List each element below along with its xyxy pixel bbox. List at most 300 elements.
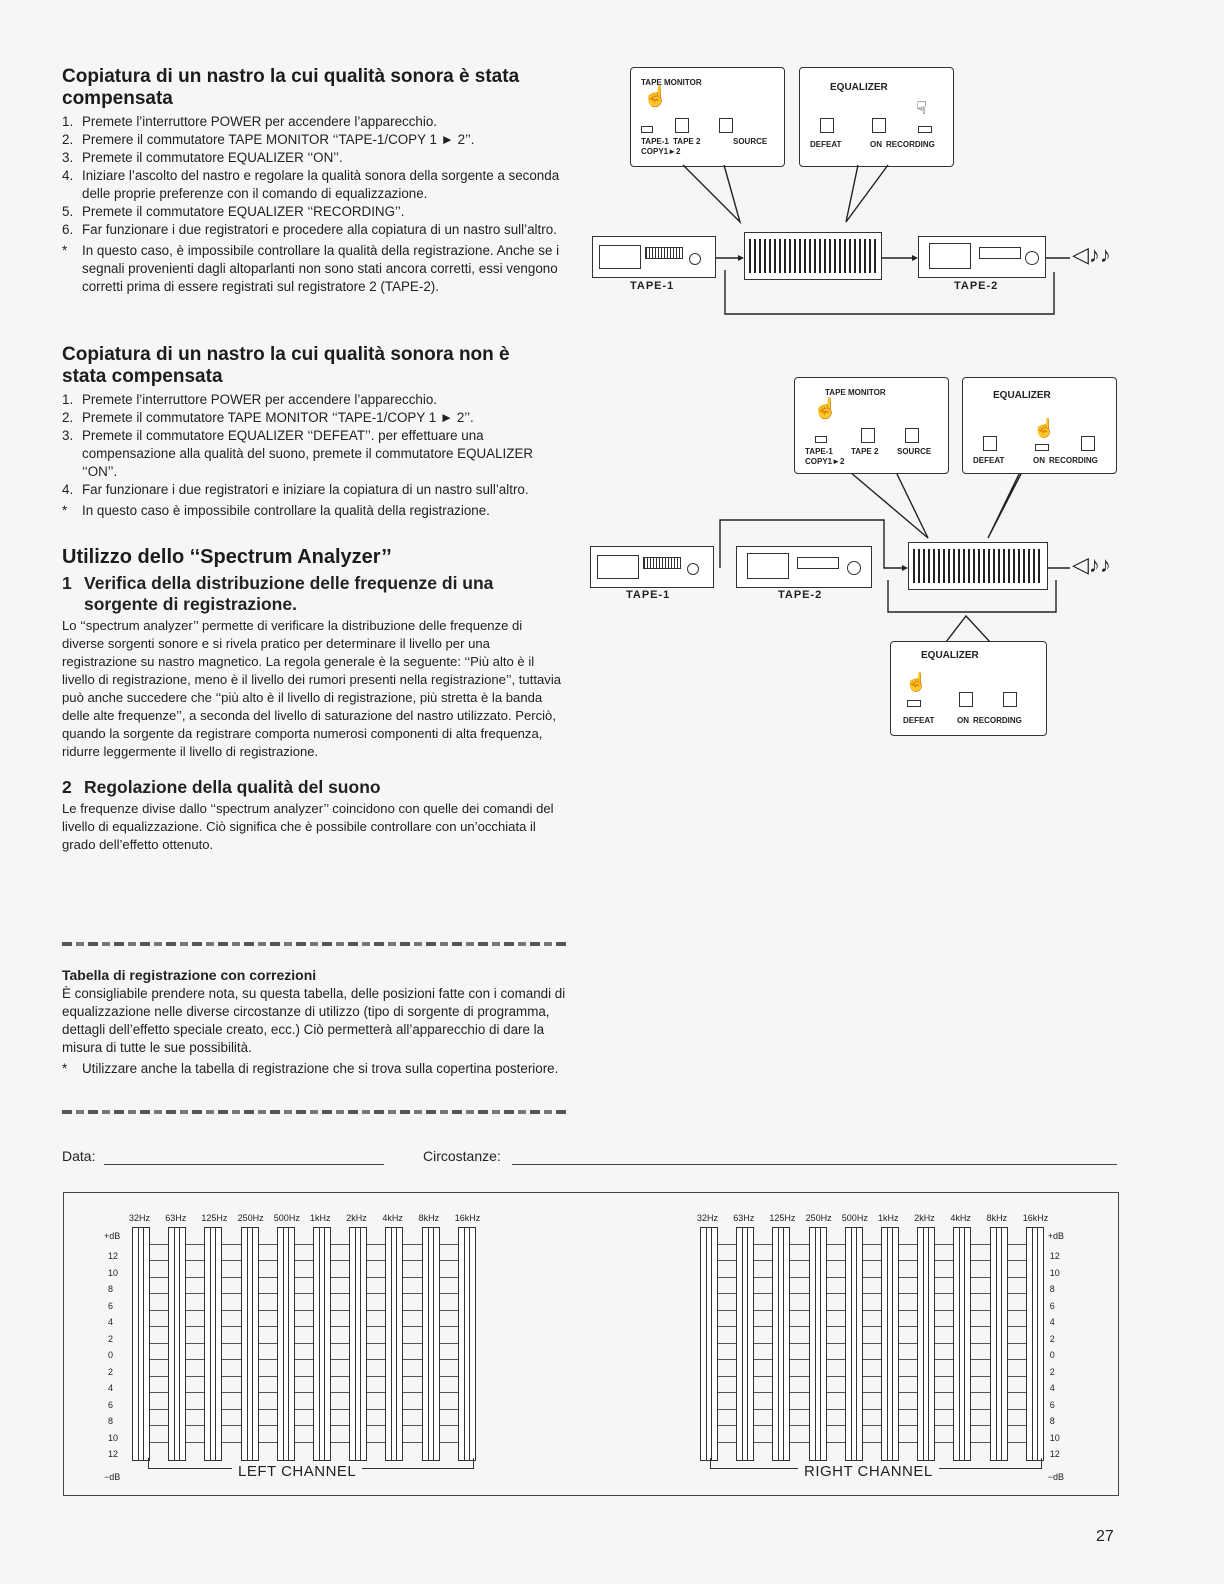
grid-line xyxy=(295,1343,313,1344)
grid-line xyxy=(790,1359,808,1360)
button-on[interactable] xyxy=(1035,444,1049,451)
grid-line xyxy=(186,1277,204,1278)
grid-line xyxy=(754,1359,772,1360)
db-scale-label: 0 xyxy=(1049,1350,1055,1360)
eq-slider-slot[interactable] xyxy=(422,1227,440,1461)
grid-line xyxy=(440,1277,458,1278)
subsection-title: 1 Verifica della distribuzione delle frequenze di una sorgente di registrazione. xyxy=(62,573,494,614)
list-item: 4. Far funzionare i due registratori e iniziare la copiatura di un nastro sull’altro. xyxy=(62,482,529,497)
db-scale-label: 8 xyxy=(108,1284,114,1294)
grid-line xyxy=(863,1326,881,1327)
grid-line xyxy=(863,1392,881,1393)
grid-line xyxy=(259,1425,277,1426)
grid-line xyxy=(827,1326,845,1327)
grid-line xyxy=(899,1310,917,1311)
grid-line xyxy=(222,1376,240,1377)
grid-line xyxy=(222,1409,240,1410)
eq-slider-slot[interactable] xyxy=(990,1227,1008,1461)
grid-line xyxy=(403,1293,421,1294)
grid-line xyxy=(440,1376,458,1377)
db-scale-label: 8 xyxy=(1049,1284,1055,1294)
db-scale-label: 10 xyxy=(1049,1267,1060,1278)
grid-line xyxy=(863,1343,881,1344)
grid-line xyxy=(935,1260,953,1261)
grid-line xyxy=(222,1277,240,1278)
grid-line xyxy=(367,1244,385,1245)
grid-line xyxy=(403,1425,421,1426)
db-scale-label: 4 xyxy=(1049,1383,1055,1393)
eq-slider-slot[interactable] xyxy=(917,1227,935,1461)
db-scale-label: 2 xyxy=(1049,1333,1055,1344)
grid-line xyxy=(827,1277,845,1278)
db-scale-label: 10 xyxy=(1049,1432,1060,1443)
db-scale-label: 2 xyxy=(108,1366,114,1377)
paragraph: È consigliabile prendere nota, su questa tabella, delle posizioni fatte con i comandi di equalizzazione nelle diverse circostanze di utilizzo (tipo di sorgente di programma, dettagli dell’effetto speciale creato, ecc.) Ciò permetterà all’apparecchio di dare la misura di tutte le sue possibilità. xyxy=(62,986,566,1055)
db-scale-label: 8 xyxy=(1049,1416,1055,1426)
frequency-label: 500Hz xyxy=(273,1213,300,1223)
grid-line xyxy=(403,1359,421,1360)
grid-line xyxy=(403,1376,421,1377)
grid-line xyxy=(1008,1392,1026,1393)
grid-line xyxy=(403,1343,421,1344)
eq-slider-slot[interactable] xyxy=(736,1227,754,1461)
eq-slider-slot[interactable] xyxy=(458,1227,476,1461)
grid-line xyxy=(222,1425,240,1426)
right-channel-label: RIGHT CHANNEL xyxy=(798,1463,939,1480)
grid-line xyxy=(827,1376,845,1377)
grid-line xyxy=(186,1244,204,1245)
grid-line xyxy=(718,1442,736,1443)
grid-line xyxy=(331,1310,349,1311)
grid-line xyxy=(718,1392,736,1393)
eq-slider-slot[interactable] xyxy=(168,1227,186,1461)
paragraph: Le frequenze divise dallo ‘‘spectrum analyzer’’ coincidono con quelle dei comandi del livello di equalizzazione. Ciò significa che è possibile controllare con un’occhiata il grado dell’effetto ottenuto. xyxy=(62,801,554,852)
speaker-icon: ◁♪♪ xyxy=(1072,552,1111,577)
grid-line xyxy=(899,1409,917,1410)
grid-line xyxy=(295,1326,313,1327)
panel-title: TAPE MONITOR xyxy=(825,388,886,397)
equalizer-unit xyxy=(744,232,882,280)
grid-line xyxy=(367,1392,385,1393)
eq-slider-slot[interactable] xyxy=(700,1227,718,1461)
grid-line xyxy=(403,1326,421,1327)
left-channel-label: LEFT CHANNEL xyxy=(232,1463,362,1480)
grid-line xyxy=(754,1376,772,1377)
grid-line xyxy=(186,1409,204,1410)
eq-slider-slot[interactable] xyxy=(772,1227,790,1461)
grid-line xyxy=(259,1277,277,1278)
db-scale-label: 6 xyxy=(1049,1399,1055,1410)
grid-line xyxy=(440,1409,458,1410)
grid-line xyxy=(827,1442,845,1443)
grid-line xyxy=(935,1244,953,1245)
grid-line xyxy=(222,1359,240,1360)
grid-line xyxy=(718,1376,736,1377)
grid-line xyxy=(971,1425,989,1426)
db-scale-label: 10 xyxy=(108,1267,119,1278)
grid-line xyxy=(440,1244,458,1245)
grid-line xyxy=(331,1326,349,1327)
grid-line xyxy=(754,1244,772,1245)
frequency-label: 16kHz xyxy=(1022,1213,1049,1223)
tape1-deck xyxy=(590,546,714,588)
grid-line xyxy=(1008,1442,1026,1443)
grid-line xyxy=(899,1425,917,1426)
grid-line xyxy=(440,1392,458,1393)
grid-line xyxy=(863,1293,881,1294)
grid-line xyxy=(150,1244,168,1245)
grid-line xyxy=(971,1442,989,1443)
grid-line xyxy=(150,1376,168,1377)
grid-line xyxy=(790,1310,808,1311)
grid-line xyxy=(754,1392,772,1393)
grid-line xyxy=(827,1244,845,1245)
list-item: 3. Premete il commutatore EQUALIZER ‘‘DEFEAT’’. per effettuare una compensazione alla qualità del suono, premete il commutatore EQUALIZER ‘‘ON’’. xyxy=(62,428,534,479)
grid-line xyxy=(259,1409,277,1410)
grid-line xyxy=(935,1359,953,1360)
grid-line xyxy=(222,1310,240,1311)
grid-line xyxy=(718,1244,736,1245)
frequency-label: 8kHz xyxy=(418,1213,440,1223)
grid-line xyxy=(259,1244,277,1245)
list-item: 2. Premete il commutatore TAPE MONITOR ‘‘TAPE-1/COPY 1 ► 2’’. xyxy=(62,410,474,425)
grid-line xyxy=(367,1442,385,1443)
grid-line xyxy=(367,1343,385,1344)
grid-line xyxy=(222,1326,240,1327)
hand-pointer-icon: ☝ xyxy=(643,86,668,108)
grid-line xyxy=(899,1392,917,1393)
grid-line xyxy=(827,1260,845,1261)
grid-line xyxy=(403,1409,421,1410)
panel-title: EQUALIZER xyxy=(993,390,1051,401)
frequency-label: 500Hz xyxy=(841,1213,868,1223)
grid-line xyxy=(971,1326,989,1327)
speaker-icon: ◁♪♪ xyxy=(1072,242,1111,267)
grid-line xyxy=(331,1442,349,1443)
frequency-label: 250Hz xyxy=(805,1213,832,1223)
button-source[interactable] xyxy=(905,428,919,443)
grid-line xyxy=(222,1442,240,1443)
paragraph: Lo ‘‘spectrum analyzer’’ permette di verificare la distribuzione delle frequenze di diverse sorgenti sonore e si rivela pratico per determinare il livello per una registrazione su nastro magnetico. La regola generale è la seguente: ‘‘Più alto è il livello di registrazione, meno è il livello dei rumori presenti nella registrazione’’, tuttavia può anche succedere che ‘‘più alto è il livello di registrazione, più stretta è la banda delle alte frequenze’’, a seconda del livello di saturazione del nastro utilizzato. Perciò, quando la sorgente da registrare comporta numerosi componenti di alta frequenza, ridurre leggermente il livello di registrazione. xyxy=(62,618,562,759)
eq-slider-slot[interactable] xyxy=(241,1227,259,1461)
tape1-label: TAPE-1 xyxy=(626,589,671,601)
grid-line xyxy=(971,1244,989,1245)
panel-title: EQUALIZER xyxy=(830,82,888,93)
subsection-title: 2 Regolazione della qualità del suono xyxy=(62,777,381,797)
grid-line xyxy=(403,1442,421,1443)
tape-monitor-switch-panel: TAPE MONITOR ☝ TAPE-1 COPY1►2 TAPE 2 SOURCE xyxy=(630,67,785,167)
eq-slider-slot[interactable] xyxy=(277,1227,295,1461)
grid-line xyxy=(971,1376,989,1377)
grid-line xyxy=(367,1326,385,1327)
grid-line xyxy=(259,1343,277,1344)
frequency-label: 32Hz xyxy=(697,1213,719,1223)
hand-pointer-icon: ☝ xyxy=(905,672,928,692)
grid-line xyxy=(1008,1326,1026,1327)
grid-line xyxy=(367,1260,385,1261)
grid-line xyxy=(790,1392,808,1393)
hand-pointer-icon: ☝ xyxy=(813,398,838,420)
button-defeat[interactable] xyxy=(907,700,921,707)
list-item: 1. Premete l’interruttore POWER per accendere l’apparecchio. xyxy=(62,114,438,129)
grid-line xyxy=(718,1425,736,1426)
grid-line xyxy=(863,1244,881,1245)
db-top-label: +dB xyxy=(1047,1231,1065,1241)
grid-line xyxy=(222,1244,240,1245)
db-bottom-label: −dB xyxy=(1047,1472,1065,1482)
grid-line xyxy=(935,1326,953,1327)
db-scale-label: 10 xyxy=(108,1432,119,1443)
db-scale-label: 12 xyxy=(108,1251,119,1261)
grid-line xyxy=(935,1409,953,1410)
grid-line xyxy=(754,1326,772,1327)
db-scale-label: 2 xyxy=(108,1333,114,1344)
list-item: 4. Iniziare l’ascolto del nastro e regolare la qualità sonora della sorgente a seconda delle proprie preferenze con il comando di equalizzazione. xyxy=(62,168,560,201)
list-item: 3. Premete il commutatore EQUALIZER ‘‘ON’’. xyxy=(62,150,343,165)
grid-line xyxy=(150,1425,168,1426)
hand-pointer-icon: ☝ xyxy=(1033,418,1056,438)
grid-line xyxy=(754,1343,772,1344)
tape2-label: TAPE-2 xyxy=(954,280,999,292)
eq-slider-slot[interactable] xyxy=(809,1227,827,1461)
grid-line xyxy=(186,1343,204,1344)
grid-line xyxy=(331,1343,349,1344)
grid-line xyxy=(259,1442,277,1443)
eq-slider-slot[interactable] xyxy=(953,1227,971,1461)
section-title: Copiatura di un nastro la cui qualità sonora non è stata compensata xyxy=(62,344,510,387)
grid-line xyxy=(222,1392,240,1393)
grid-line xyxy=(150,1293,168,1294)
grid-line xyxy=(790,1277,808,1278)
grid-line xyxy=(899,1442,917,1443)
grid-line xyxy=(186,1392,204,1393)
frequency-label: 4kHz xyxy=(950,1213,971,1223)
grid-line xyxy=(718,1409,736,1410)
frequency-label: 1kHz xyxy=(310,1213,331,1223)
grid-line xyxy=(790,1376,808,1377)
page-number: 27 xyxy=(1096,1528,1114,1545)
frequency-label: 16kHz xyxy=(454,1213,481,1223)
date-label: Data: xyxy=(62,1148,96,1164)
db-scale-label: 0 xyxy=(108,1350,114,1360)
grid-line xyxy=(899,1343,917,1344)
grid-line xyxy=(718,1277,736,1278)
grid-line xyxy=(367,1359,385,1360)
grid-line xyxy=(440,1425,458,1426)
panel-title: TAPE MONITOR xyxy=(641,78,702,87)
grid-line xyxy=(863,1442,881,1443)
list-item: 6. Far funzionare i due registratori e procedere alla copiatura di un nastro sull’altro. xyxy=(62,222,557,237)
grid-line xyxy=(863,1310,881,1311)
grid-line xyxy=(259,1376,277,1377)
grid-line xyxy=(295,1392,313,1393)
grid-line xyxy=(754,1425,772,1426)
grid-line xyxy=(440,1442,458,1443)
grid-line xyxy=(935,1442,953,1443)
frequency-label: 250Hz xyxy=(237,1213,264,1223)
db-scale-label: 6 xyxy=(108,1300,114,1311)
grid-line xyxy=(150,1343,168,1344)
grid-line xyxy=(331,1376,349,1377)
frequency-label: 1kHz xyxy=(878,1213,899,1223)
tape2-deck xyxy=(736,546,872,588)
eq-slider-slot[interactable] xyxy=(1026,1227,1044,1461)
grid-line xyxy=(403,1260,421,1261)
grid-line xyxy=(1008,1376,1026,1377)
note-item: * Utilizzare anche la tabella di registrazione che si trova sulla copertina posteriore. xyxy=(62,1061,559,1076)
grid-line xyxy=(259,1310,277,1311)
eq-slider-slot[interactable] xyxy=(132,1227,150,1461)
button-recording[interactable] xyxy=(1003,692,1017,707)
grid-line xyxy=(827,1343,845,1344)
grid-line xyxy=(440,1260,458,1261)
grid-line xyxy=(403,1310,421,1311)
frequency-label: 32Hz xyxy=(129,1213,151,1223)
grid-line xyxy=(718,1326,736,1327)
grid-line xyxy=(367,1293,385,1294)
eq-slider-slot[interactable] xyxy=(845,1227,863,1461)
grid-line xyxy=(150,1442,168,1443)
grid-line xyxy=(440,1310,458,1311)
grid-line xyxy=(331,1425,349,1426)
grid-line xyxy=(331,1244,349,1245)
grid-line xyxy=(718,1260,736,1261)
grid-line xyxy=(971,1392,989,1393)
eq-slider-slot[interactable] xyxy=(881,1227,899,1461)
button-on[interactable] xyxy=(959,692,973,707)
grid-line xyxy=(403,1392,421,1393)
list-item: 5. Premete il commutatore EQUALIZER ‘‘RECORDING’’. xyxy=(62,204,405,219)
grid-line xyxy=(863,1359,881,1360)
button-defeat[interactable] xyxy=(983,436,997,451)
grid-line xyxy=(863,1425,881,1426)
circumstances-label: Circostanze: xyxy=(423,1148,501,1164)
button-tape1[interactable] xyxy=(815,436,827,443)
grid-line xyxy=(186,1376,204,1377)
tape1-deck xyxy=(592,236,716,278)
grid-line xyxy=(295,1409,313,1410)
grid-line xyxy=(150,1260,168,1261)
grid-line xyxy=(331,1359,349,1360)
tape2-label: TAPE-2 xyxy=(778,589,823,601)
frequency-label: 4kHz xyxy=(382,1213,403,1223)
grid-line xyxy=(790,1244,808,1245)
grid-line xyxy=(259,1293,277,1294)
grid-line xyxy=(827,1425,845,1426)
eq-slider-slot[interactable] xyxy=(204,1227,222,1461)
grid-line xyxy=(899,1376,917,1377)
grid-line xyxy=(150,1277,168,1278)
button-recording[interactable] xyxy=(1081,436,1095,451)
grid-line xyxy=(790,1260,808,1261)
grid-line xyxy=(1008,1293,1026,1294)
eq-slider-slot[interactable] xyxy=(385,1227,403,1461)
grid-line xyxy=(899,1359,917,1360)
grid-line xyxy=(718,1310,736,1311)
grid-line xyxy=(827,1392,845,1393)
grid-line xyxy=(827,1293,845,1294)
grid-line xyxy=(1008,1425,1026,1426)
grid-line xyxy=(754,1409,772,1410)
grid-line xyxy=(440,1343,458,1344)
grid-line xyxy=(863,1409,881,1410)
list-item: 1. Premete l’interruttore POWER per accendere l’apparecchio. xyxy=(62,392,438,407)
tape-monitor-switch-panel: TAPE MONITOR ☝ TAPE-1 COPY1►2 TAPE 2 SOURCE xyxy=(794,377,949,474)
panel-title: EQUALIZER xyxy=(921,650,979,661)
eq-recording-chart xyxy=(63,1192,1119,1496)
tape2-deck xyxy=(918,236,1046,278)
db-bottom-label: −dB xyxy=(104,1472,121,1482)
db-scale-label: 4 xyxy=(1049,1317,1055,1327)
grid-line xyxy=(222,1343,240,1344)
note-item: * In questo caso è impossibile controllare la qualità della registrazione. xyxy=(62,503,490,518)
grid-line xyxy=(295,1244,313,1245)
grid-line xyxy=(827,1359,845,1360)
grid-line xyxy=(440,1293,458,1294)
grid-line xyxy=(971,1293,989,1294)
grid-line xyxy=(971,1277,989,1278)
grid-line xyxy=(150,1359,168,1360)
grid-line xyxy=(186,1359,204,1360)
grid-line xyxy=(150,1409,168,1410)
frequency-label: 2kHz xyxy=(914,1213,935,1223)
grid-line xyxy=(754,1310,772,1311)
grid-line xyxy=(899,1260,917,1261)
grid-line xyxy=(331,1409,349,1410)
eq-slider-slot[interactable] xyxy=(313,1227,331,1461)
grid-line xyxy=(367,1310,385,1311)
grid-line xyxy=(150,1326,168,1327)
grid-line xyxy=(863,1376,881,1377)
eq-slider-slot[interactable] xyxy=(349,1227,367,1461)
equalizer-unit xyxy=(908,542,1048,590)
hand-pointer-icon: ☟ xyxy=(916,98,927,118)
section-title: Copiatura di un nastro la cui qualità sonora è stata compensata xyxy=(62,66,520,109)
frequency-label: 125Hz xyxy=(201,1213,228,1223)
grid-line xyxy=(899,1244,917,1245)
grid-line xyxy=(331,1293,349,1294)
grid-line xyxy=(1008,1277,1026,1278)
grid-line xyxy=(718,1343,736,1344)
grid-line xyxy=(754,1442,772,1443)
grid-line xyxy=(827,1310,845,1311)
db-scale-label: 12 xyxy=(1049,1251,1060,1261)
grid-line xyxy=(150,1310,168,1311)
grid-line xyxy=(295,1293,313,1294)
grid-line xyxy=(186,1260,204,1261)
grid-line xyxy=(440,1359,458,1360)
grid-line xyxy=(367,1425,385,1426)
db-top-label: +dB xyxy=(104,1231,121,1241)
button-tape2[interactable] xyxy=(861,428,875,443)
section-title: Utilizzo dello ‘‘Spectrum Analyzer’’ xyxy=(62,546,392,568)
grid-line xyxy=(899,1293,917,1294)
table-info-title: Tabella di registrazione con correzioni xyxy=(62,967,317,983)
frequency-label: 125Hz xyxy=(769,1213,796,1223)
grid-line xyxy=(295,1359,313,1360)
grid-line xyxy=(367,1409,385,1410)
grid-line xyxy=(863,1277,881,1278)
grid-line xyxy=(222,1293,240,1294)
db-scale-label: 12 xyxy=(108,1449,119,1459)
grid-line xyxy=(754,1293,772,1294)
grid-line xyxy=(790,1425,808,1426)
grid-line xyxy=(295,1376,313,1377)
grid-line xyxy=(790,1442,808,1443)
grid-line xyxy=(259,1359,277,1360)
note-item: * In questo caso, è impossibile controllare la qualità della registrazione. Anche se i segnali provenienti dagli altoparlanti non sono stati ancora corretti, essi vengono corretti prima di essere registrati sul registratore 2 (TAPE-2). xyxy=(62,243,560,294)
frequency-label: 8kHz xyxy=(986,1213,1008,1223)
